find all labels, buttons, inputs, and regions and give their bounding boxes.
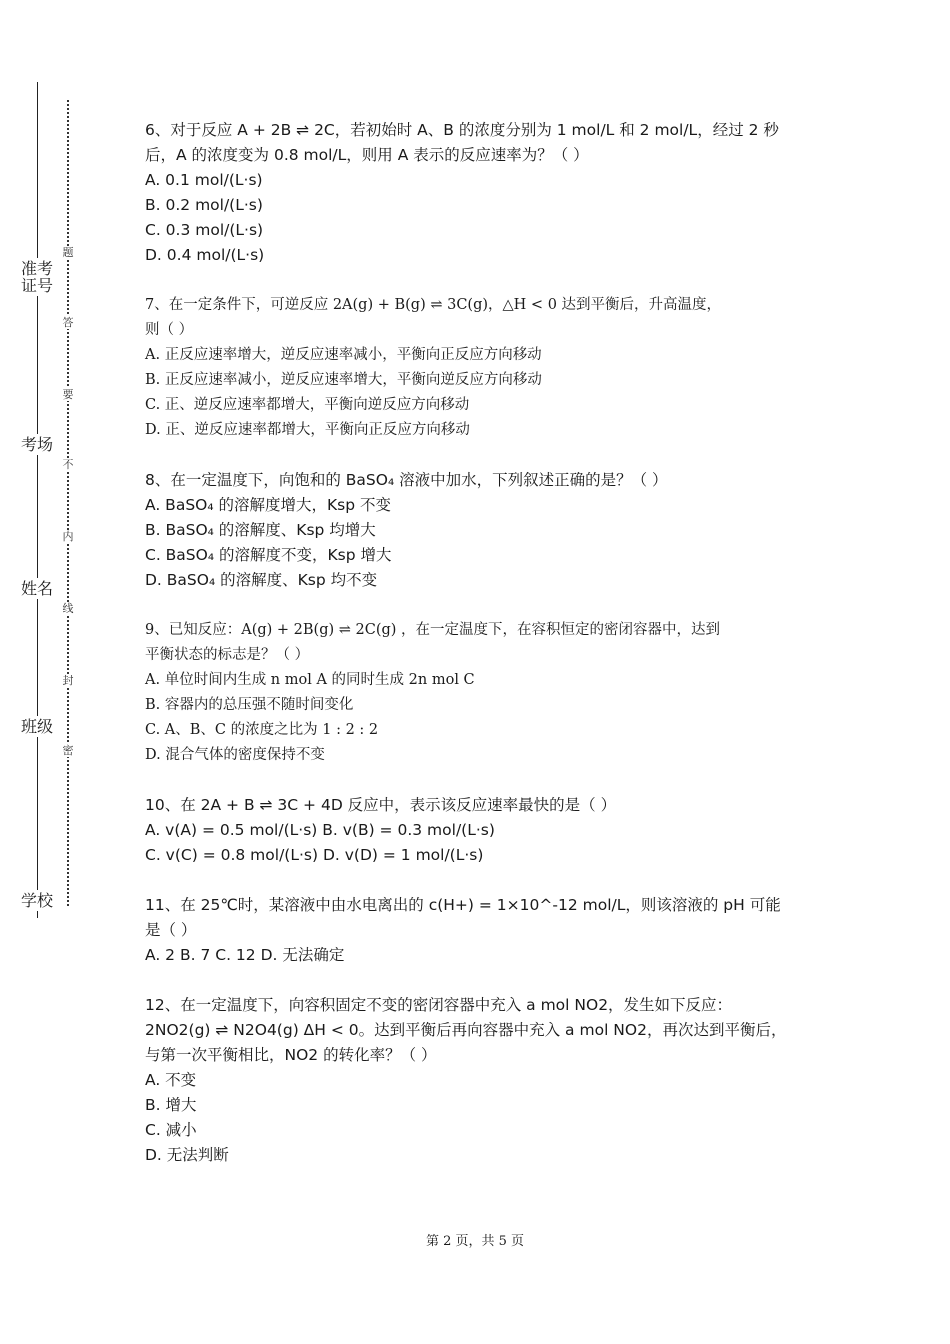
options: A. 2 B. 7 C. 12 D. 无法确定 bbox=[145, 946, 345, 964]
option-b: B. 容器内的总压强不随时间变化 bbox=[145, 697, 354, 713]
seal-word: 要 bbox=[59, 388, 77, 401]
option-b: B. 增大 bbox=[145, 1096, 197, 1114]
question-8 bbox=[145, 468, 825, 593]
option-b: B. 正反应速率减小，逆反应速率增大，平衡向逆反应方向移动 bbox=[145, 372, 542, 388]
question-text: 10、在 2A + B ⇌ 3C + 4D 反应中，表示该反应速率最快的是（ ） bbox=[145, 796, 617, 814]
seal-word: 内 bbox=[59, 530, 77, 543]
option-c: C. 正、逆反应速率都增大，平衡向逆反应方向移动 bbox=[145, 397, 470, 413]
option-d: D. 混合气体的密度保持不变 bbox=[145, 747, 325, 763]
seal-dotted-line bbox=[67, 100, 69, 906]
option-a: A. 不变 bbox=[145, 1071, 197, 1089]
question-text: 与第一次平衡相比，NO2 的转化率？（ ） bbox=[145, 1046, 437, 1064]
option-a: A. 正反应速率增大，逆反应速率减小，平衡向正反应方向移动 bbox=[145, 347, 542, 363]
question-text: 后，A 的浓度变为 0.8 mol/L，则用 A 表示的反应速率为？（ ） bbox=[145, 146, 589, 164]
option-c: C. BaSO₄ 的溶解度不变，Ksp 增大 bbox=[145, 546, 392, 564]
seal-word: 不 bbox=[59, 458, 77, 471]
binding-solid-line bbox=[37, 82, 38, 918]
name-label: 姓名 bbox=[20, 579, 53, 598]
question-text: 是（ ） bbox=[145, 921, 197, 939]
page-footer: 第 2 页，共 5 页 bbox=[425, 1234, 525, 1249]
options-ab: A. v(A) = 0.5 mol/(L·s) B. v(B) = 0.3 mol/(L·s) bbox=[145, 821, 495, 839]
options-cd: C. v(C) = 0.8 mol/(L·s) D. v(D) = 1 mol/(L·s) bbox=[145, 846, 484, 864]
school-label: 学校 bbox=[20, 891, 53, 910]
question-text: 6、对于反应 A + 2B ⇌ 2C，若初始时 A、B 的浓度分别为 1 mol/L 和 2 mol/L，经过 2 秒 bbox=[145, 121, 779, 139]
seal-word: 线 bbox=[59, 602, 77, 615]
question-12 bbox=[145, 993, 825, 1168]
option-d: D. 0.4 mol/(L·s) bbox=[145, 246, 265, 264]
option-c: C. 减小 bbox=[145, 1121, 197, 1139]
option-d: D. 正、逆反应速率都增大，平衡向正反应方向移动 bbox=[145, 422, 470, 438]
question-text: 2NO2(g) ⇌ N2O4(g) ΔH < 0。达到平衡后再向容器中充入 a mol NO2，再次达到平衡后， bbox=[145, 1021, 787, 1039]
option-d: D. BaSO₄ 的溶解度、Ksp 均不变 bbox=[145, 571, 378, 589]
question-list bbox=[145, 118, 825, 1193]
option-a: A. 0.1 mol/(L·s) bbox=[145, 171, 263, 189]
question-text: 平衡状态的标志是？（ ） bbox=[145, 647, 310, 663]
question-text: 12、在一定温度下，向容积固定不变的密闭容器中充入 a mol NO2，发生如下反应： bbox=[145, 996, 733, 1014]
question-text: 8、在一定温度下，向饱和的 BaSO₄ 溶液中加水，下列叙述正确的是？（ ） bbox=[145, 471, 668, 489]
question-10 bbox=[145, 793, 825, 868]
question-text: 7、在一定条件下，可逆反应 2A(g) + B(g) ⇌ 3C(g)，△H < 0 达到平衡后，升高温度， bbox=[145, 297, 722, 313]
exam-room-label: 考场 bbox=[20, 435, 53, 454]
question-text: 11、在 25℃时，某溶液中由水电离出的 c(H+) = 1×10^-12 mol/L，则该溶液的 pH 可能 bbox=[145, 896, 781, 914]
question-9 bbox=[145, 618, 825, 768]
seal-word: 答 bbox=[59, 316, 77, 329]
option-b: B. BaSO₄ 的溶解度、Ksp 均增大 bbox=[145, 521, 376, 539]
option-a: A. BaSO₄ 的溶解度增大，Ksp 不变 bbox=[145, 496, 392, 514]
option-c: C. A、B、C 的浓度之比为 1 : 2 : 2 bbox=[145, 722, 379, 738]
question-6 bbox=[145, 118, 825, 268]
option-d: D. 无法判断 bbox=[145, 1146, 229, 1164]
option-a: A. 单位时间内生成 n mol A 的同时生成 2n mol C bbox=[145, 672, 475, 688]
seal-word: 封 bbox=[59, 674, 77, 687]
option-b: B. 0.2 mol/(L·s) bbox=[145, 196, 263, 214]
question-11 bbox=[145, 893, 825, 968]
option-c: C. 0.3 mol/(L·s) bbox=[145, 221, 264, 239]
question-text: 9、已知反应：A(g) + 2B(g) ⇌ 2C(g) ，在一定温度下，在容积恒定的密闭容器中，达到 bbox=[145, 622, 721, 638]
seal-word: 题 bbox=[59, 246, 77, 259]
seal-word: 密 bbox=[59, 744, 77, 757]
class-label: 班级 bbox=[20, 717, 53, 736]
question-7 bbox=[145, 293, 825, 443]
question-text: 则（ ） bbox=[145, 322, 194, 338]
exam-number-label: 准考证号 bbox=[20, 259, 53, 295]
